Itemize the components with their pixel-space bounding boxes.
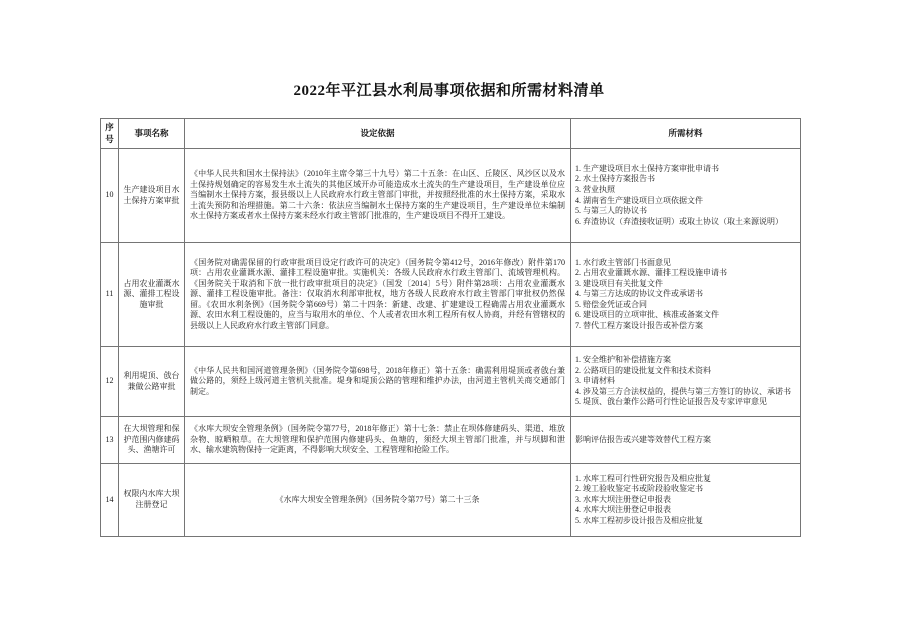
table-header-row [101, 119, 801, 149]
row-name: 权限内水库大坝注册登记 [119, 464, 185, 537]
row-no: 11 [101, 243, 119, 347]
row-materials: 影响评估报告或兴建等效替代工程方案 [571, 417, 801, 464]
table-row [101, 149, 801, 243]
row-no: 12 [101, 347, 119, 417]
document-title: 2022年平江县水利局事项依据和所需材料清单 [293, 83, 605, 99]
col-header-no: 序号 [101, 119, 119, 149]
col-header-name: 事项名称 [119, 119, 185, 149]
matters-table [100, 118, 801, 537]
row-basis: 《水库大坝安全管理条例》（国务院令第77号）第二十三条 [185, 464, 571, 537]
table-row [101, 243, 801, 347]
row-no: 10 [101, 149, 119, 243]
row-basis: 《中华人民共和国水土保持法》（2010年主席令第三十九号）第二十五条：在山区、丘陵区、风沙区以及水土保持规划确定的容易发生水土流失的其他区域开办可能造成水土流失的生产建设项目，生产建设单位应当编制水土保持方案，报县级以上人民政府水行政主管部门审批，并按照经批准的水土保持方案，采取水土流失预防和治理措施。第二十六条：依法应当编制水土保持方案的生产建设项目，生产建设单位未编制水土保持方案或者水土保持方案未经水行政主管部门批准的，生产建设项目不得开工建设。 [185, 149, 571, 243]
row-materials: 1. 安全维护和补偿措施方案 2. 公路项目的建设批复文件和技术资料 3. 申请材料 4. 涉及第三方合法权益的，提供与第三方签订的协议、承诺书 5. 堤顶、戗台兼作公路可行性论证报告及专家评审意见 [571, 347, 801, 417]
row-name: 在大坝管理和保护范围内修建码头、渔塘许可 [119, 417, 185, 464]
table-row [101, 464, 801, 537]
row-basis: 《国务院对确需保留的行政审批项目设定行政许可的决定》（国务院令第412号，2016年修改）附件第170项：占用农业灌溉水源、灌排工程设施审批。实施机关：各级人民政府水行政主管部门、流域管理机构。《国务院关于取消和下放一批行政审批项目的决定》（国发〔2014〕5号）附件第28项：占用农业灌溉水源、灌排工程设施审批。备注：仅取消水利部审批权，地方各级人民政府水行政主管部门审批权仍然保留。《农田水利条例》（国务院令第669号）第二十四条：新建、改建、扩建建设工程确需占用农业灌溉水源、农田水利工程设施的，应当与取用水的单位、个人或者农田水利工程所有权人协商，并经有管辖权的县级以上人民政府水行政主管部门同意。 [185, 243, 571, 347]
row-no: 13 [101, 417, 119, 464]
row-materials: 1. 生产建设项目水土保持方案审批申请书 2. 水土保持方案报告书 3. 营业执照 4. 湖南省生产建设项目立项依据文件 5. 与第三人的协议书 6. 弃渣协议（弃渣接收证明）或取土协议（取土来源说明） [571, 149, 801, 243]
col-header-materials: 所需材料 [571, 119, 801, 149]
row-name: 占用农业灌溉水源、灌排工程设施审批 [119, 243, 185, 347]
table-row [101, 417, 801, 464]
row-basis: 《水库大坝安全管理条例》（国务院令第77号，2018年修正）第十七条：禁止在坝体修建码头、渠道、堆放杂物、晾晒粮草。在大坝管理和保护范围内修建码头、鱼塘的，须经大坝主管部门批准，并与坝脚和泄水、输水建筑物保持一定距离，不得影响大坝安全、工程管理和抢险工作。 [185, 417, 571, 464]
row-name: 利用堤顶、戗台兼做公路审批 [119, 347, 185, 417]
row-basis: 《中华人民共和国河道管理条例》（国务院令第698号，2018年修正）第十五条：确需利用堤顶或者戗台兼做公路的，须经上级河道主管机关批准。堤身和堤顶公路的管理和维护办法，由河道主管机关商交通部门制定。 [185, 347, 571, 417]
row-no: 14 [101, 464, 119, 537]
col-header-basis: 设定依据 [185, 119, 571, 149]
row-materials: 1. 水行政主管部门书面意见 2. 占用农业灌溉水源、灌排工程设施申请书 3. 建设项目有关批复文件 4. 与第三方达成的协议文件或承诺书 5. 赔偿金凭证或合同 6. 建设项目的立项审批、核准或备案文件 7. 替代工程方案设计报告或补偿方案 [571, 243, 801, 347]
table-row [101, 347, 801, 417]
row-materials: 1. 水库工程可行性研究报告及相应批复 2. 竣工验收鉴定书或阶段验收鉴定书 3. 水库大坝注册登记申报表 4. 水库大坝注册登记申报表 5. 水库工程初步设计报告及相应批复 [571, 464, 801, 537]
row-name: 生产建设项目水土保持方案审批 [119, 149, 185, 243]
